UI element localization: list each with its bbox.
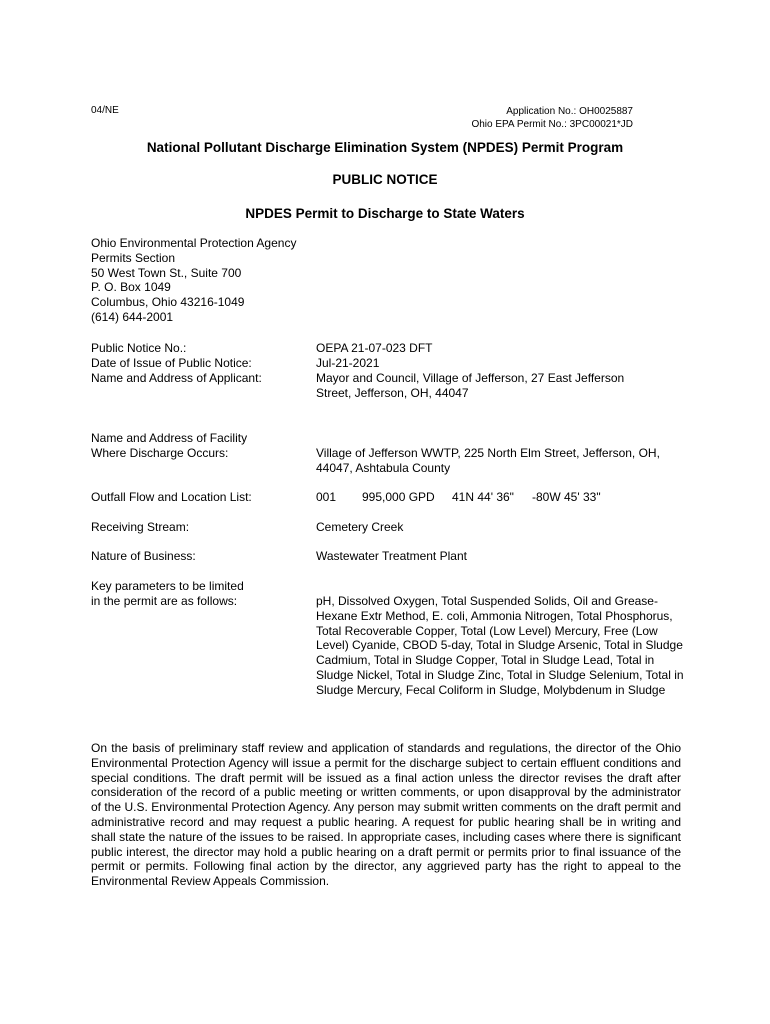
business-value: Wastewater Treatment Plant [316, 549, 467, 563]
issue-date-label: Date of Issue of Public Notice: [91, 356, 252, 370]
parameters-label-line: Key parameters to be limited [91, 579, 244, 593]
outfall-list [316, 490, 686, 505]
outfall-latitude: 41N 44' 36" [452, 490, 514, 504]
office-code: 04/NE [91, 105, 119, 116]
permit-identifiers [471, 105, 633, 131]
outfall-number: 001 [316, 490, 337, 504]
agency-line: (614) 644-2001 [91, 309, 174, 324]
facility-label-line: Name and Address of Facility [91, 431, 248, 445]
permit-title: NPDES Permit to Discharge to State Waters [245, 206, 525, 221]
applicant-value: Mayor and Council, Village of Jefferson, 27 East Jefferson Street, Jefferson, OH, 44047 [316, 371, 625, 400]
facility-label [91, 431, 247, 461]
notice-title: PUBLIC NOTICE [332, 172, 438, 187]
agency-line: Permits Section [91, 250, 176, 265]
applicant-label: Name and Address of Applicant: [91, 371, 262, 385]
issue-date-value: Jul-21-2021 [316, 356, 380, 370]
outfall-flow: 995,000 GPD [362, 490, 435, 504]
notice-number-value: OEPA 21-07-023 DFT [316, 341, 433, 355]
stream-label: Receiving Stream: [91, 520, 190, 534]
outfall-longitude: -80W 45' 33" [532, 490, 601, 504]
epa-permit-number: Ohio EPA Permit No.: 3PC00021*JD [471, 119, 633, 130]
facility-value: Village of Jefferson WWTP, 225 North Elm Street, Jefferson, OH, 44047, Ashtabula County [316, 446, 660, 475]
parameters-label [91, 579, 244, 609]
facility-label-line: Where Discharge Occurs: [91, 445, 229, 460]
parameters-label-line: in the permit are as follows: [91, 593, 238, 608]
agency-line: Columbus, Ohio 43216-1049 [91, 295, 245, 310]
notice-body-paragraph: On the basis of preliminary staff review and application of standards and regulations, the director of the Ohio Environmental Protection Agency will issue a permit for the discharge subject to certain effluent conditions and special conditions. The draft permit will be issued as a final action unless the director revises the draft after consideration of the record of a public meeting or written comments, or upon disapproval by the administrator of the U.S. Environmental Protection Agency. Any person may submit written comments on the draft permit and administrative record and may request a public hearing. A request for public hearing shall be in writing and shall state the nature of the issues to be raised. In appropriate cases, including cases where there is significant public interest, the director may hold a public hearing on a draft permit or permits prior to final issuance of the permit or permits. Following final action by the director, any aggrieved party has the right to appeal to the Environmental Review Appeals Commission. [91, 741, 681, 889]
parameters-value: pH, Dissolved Oxygen, Total Suspended Solids, Oil and Grease-Hexane Extr Method, E. coli, Ammonia Nitrogen, Total Phosphorus, Total Recoverable Copper, Total (Low Level) Mercury, Free (Low Level) Cyanide, CBOD 5-day, Total in Sludge Arsenic, Total in Sludge Cadmium, Total in Sludge Copper, Total in Sludge Lead, Total in Sludge Nickel, Total in Sludge Zinc, Total in Sludge Selenium, Total in Sludge Mercury, Fecal Coliform in Sludge, Molybdenum in Sludge [316, 594, 684, 697]
notice-number-label: Public Notice No.: [91, 341, 187, 355]
business-label: Nature of Business: [91, 549, 196, 563]
program-title: National Pollutant Discharge Elimination System (NPDES) Permit Program [146, 140, 624, 155]
agency-line: 50 West Town St., Suite 700 [91, 265, 242, 280]
agency-line: Ohio Environmental Protection Agency [91, 236, 297, 250]
outfall-label: Outfall Flow and Location List: [91, 490, 252, 504]
agency-line: P. O. Box 1049 [91, 280, 171, 295]
agency-address [91, 236, 296, 325]
stream-value: Cemetery Creek [316, 520, 404, 534]
application-number: Application No.: OH0025887 [506, 106, 633, 117]
